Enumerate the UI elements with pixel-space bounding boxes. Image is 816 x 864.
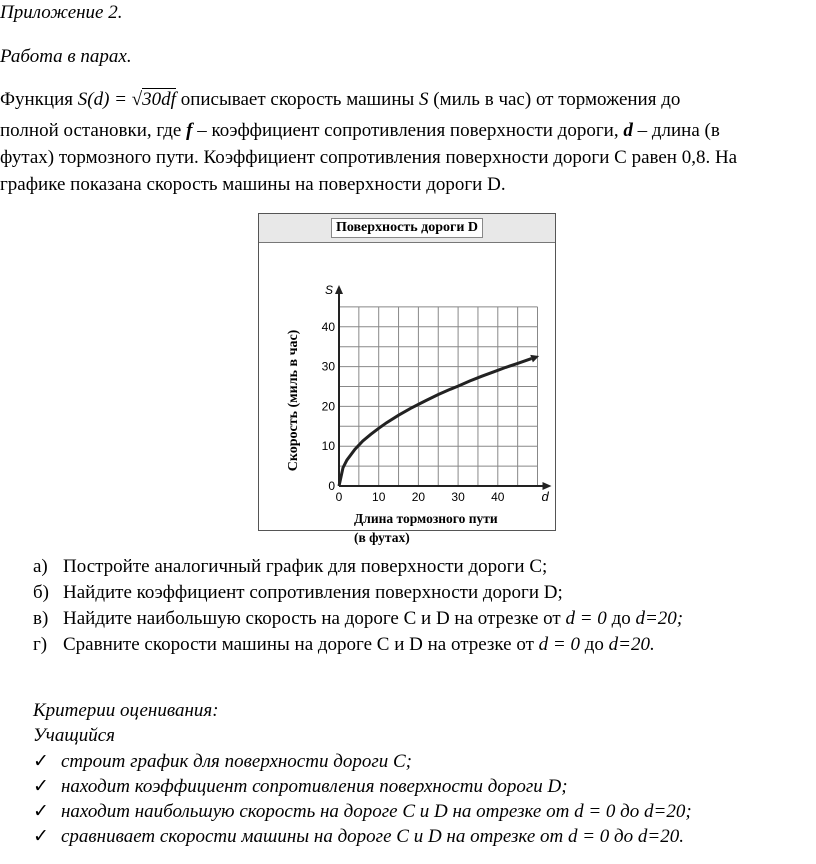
formula-lhs: S(d) = (77, 89, 127, 110)
chart-header (259, 214, 555, 243)
x-axis-label-2: (в футах) (354, 530, 410, 545)
intro-paragraph (0, 87, 816, 199)
chart-ticks (322, 320, 505, 504)
appendix-title: Приложение 2. (0, 2, 123, 23)
intro-row2-mid: – коэффициент сопротивления поверхности дороги, (197, 120, 619, 141)
criteria-item (33, 750, 692, 775)
task-text: Найдите коэффициент сопротивления поверхности дороги D; (63, 582, 563, 603)
y-tick-label: 10 (321, 439, 335, 454)
x-tick-label: 20 (411, 490, 426, 504)
series-line-S (339, 359, 532, 486)
x-axis-var: d (541, 489, 549, 504)
criteria-text: находит коэффициент сопротивления поверхности дороги D; (61, 776, 568, 797)
task-list (33, 556, 683, 660)
var-f: f (186, 120, 193, 141)
intro-row-3: футах) тормозного пути. Коэффициент сопротивления поверхности дороги C равен 0,8. На (0, 147, 738, 168)
intro-row1-w9: торможения (558, 89, 657, 110)
task-marker: а) (33, 556, 48, 577)
intro-row-2 (0, 118, 816, 145)
chart-grid (339, 307, 538, 486)
task-marker: б) (33, 582, 49, 603)
x-tick-label: 10 (372, 490, 386, 504)
y-tick-label: 30 (321, 359, 335, 374)
intro-row1-w3: машины (346, 89, 415, 110)
criteria-block (33, 700, 692, 850)
intro-row1-w2: скорость (270, 89, 342, 110)
task-math: d=20; (635, 608, 684, 629)
task-text: до (579, 634, 609, 655)
criteria-text: строит график для поверхности дороги С; (61, 751, 412, 772)
x-tick-label: 30 (451, 490, 465, 504)
task-text: Найдите наибольшую скорость на дороге C и D на отрезке от (63, 608, 566, 629)
y-tick-label: 40 (321, 319, 335, 334)
y-axis-arrow-icon (335, 285, 343, 294)
task-item (33, 608, 683, 634)
task-math: d=20. (608, 634, 655, 655)
checkmark-icon: ✓ (33, 751, 49, 772)
x-tick-label: 0 (335, 490, 343, 504)
criteria-student: Учащийся (33, 725, 115, 746)
chart-title: Поверхность дороги D (331, 218, 483, 238)
intro-row-4: графике показана скорость машины на поверхности дороги D. (0, 174, 506, 195)
intro-row1-w5: (миль (433, 89, 480, 110)
formula-radicand: 30df (142, 89, 176, 110)
intro-row-1 (0, 87, 816, 114)
y-axis-label: Скорость (миль в час) (286, 329, 301, 472)
y-tick-label: 0 (328, 479, 335, 493)
intro-row1-w10: до (661, 89, 681, 110)
y-tick-label: 20 (321, 399, 335, 414)
chart-axes (335, 285, 552, 490)
task-item (33, 582, 683, 608)
intro-row1-w6: в (484, 89, 494, 110)
checkmark-icon: ✓ (33, 776, 49, 797)
x-axis-label: Длина тормозного пути (354, 511, 498, 526)
criteria-text: находит наибольшую скорость на дороге C и D на отрезке от d = 0 до d=20; (61, 801, 692, 822)
criteria-item (33, 775, 692, 800)
formula (78, 88, 181, 110)
var-d: d (623, 120, 633, 141)
intro-row2-start: полной остановки, где (0, 120, 182, 141)
intro-row1-w8: от (535, 89, 554, 110)
checkmark-icon: ✓ (33, 826, 49, 847)
sqrt-sign: √ (131, 89, 143, 110)
task-text: Сравните скорости машины на дороге C и D на отрезке от (63, 634, 539, 655)
checkmark-icon: ✓ (33, 801, 49, 822)
chart-figure (258, 213, 556, 545)
task-item (33, 634, 683, 660)
task-marker: в) (33, 608, 49, 629)
criteria-item (33, 825, 692, 850)
intro-row2-end: – длина (в (637, 120, 720, 141)
intro-row1-w4: S (419, 89, 429, 110)
word-function: Функция (0, 89, 73, 110)
intro-row1-w1: описывает (180, 89, 266, 110)
y-axis-var: S (325, 282, 334, 297)
work-mode-subtitle: Работа в парах. (0, 46, 132, 67)
task-item (33, 556, 683, 582)
task-math: d = 0 (565, 608, 607, 629)
task-marker: г) (33, 634, 48, 655)
x-tick-label: 40 (491, 490, 505, 504)
criteria-item (33, 800, 692, 825)
criteria-title: Критерии оценивания: (33, 700, 219, 721)
intro-row1-w7: час) (498, 89, 532, 110)
task-text: до (606, 608, 636, 629)
criteria-text: сравнивает скорости машины на дороге C и D на отрезке от d = 0 до d=20. (61, 826, 684, 847)
task-math: d = 0 (538, 634, 580, 655)
chart-svg (259, 243, 554, 545)
task-text: Постройте аналогичный график для поверхности дороги C; (63, 556, 548, 577)
